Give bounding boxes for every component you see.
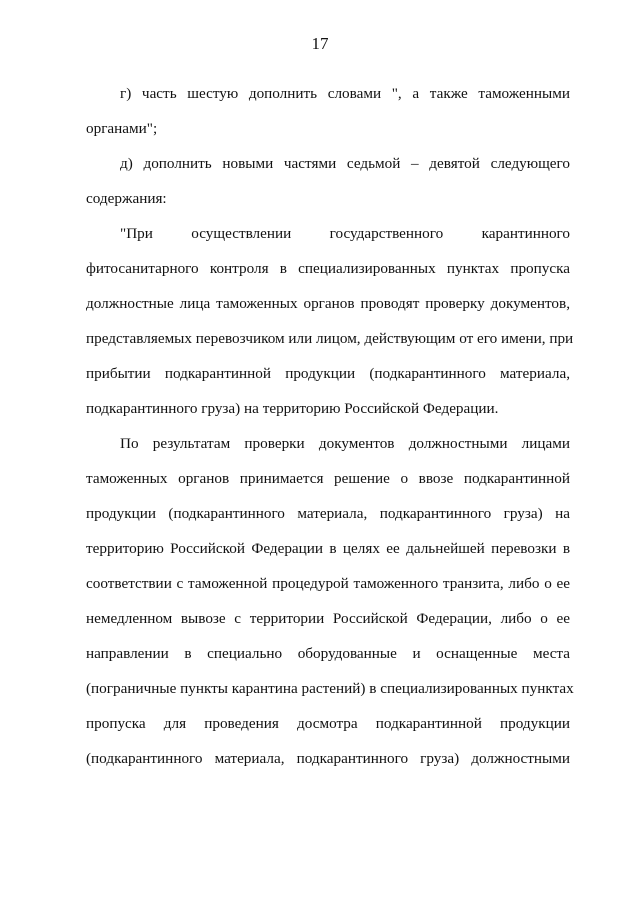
text-line: продукции (подкарантинного материала, подкарантинного груза) на [86,505,570,522]
document-body [86,76,574,776]
page-number: 17 [311,34,329,53]
text-line: д) дополнить новыми частями седьмой – девятой следующего [120,155,570,172]
text-line: По результатам проверки документов должностными лицами [120,435,570,452]
text-line: фитосанитарного контроля в специализированных пунктах пропуска [86,260,570,277]
text-line: (подкарантинного материала, подкарантинного груза) должностными [86,750,570,767]
text-line: "При осуществлении государственного карантинного [120,225,570,242]
text-line: содержания: [86,190,167,207]
text-line: (пограничные пункты карантина растений) в специализированных пунктах [86,680,574,697]
text-line: направлении в специально оборудованные и оснащенные места [86,645,570,662]
text-line: прибытии подкарантинной продукции (подкарантинного материала, [86,365,570,382]
text-line: территорию Российской Федерации в целях ее дальнейшей перевозки в [86,540,570,557]
text-line: соответствии с таможенной процедурой таможенного транзита, либо о ее [86,575,570,592]
text-line: г) часть шестую дополнить словами ", а также таможенными [120,85,570,102]
text-line: таможенных органов принимается решение о ввозе подкарантинной [86,470,570,487]
text-line: подкарантинного груза) на территорию Российской Федерации. [86,400,499,417]
text-line: органами"; [86,120,158,137]
text-line: немедленном вывозе с территории Российской Федерации, либо о ее [86,610,570,627]
text-line: пропуска для проведения досмотра подкарантинной продукции [86,715,570,732]
text-line: должностные лица таможенных органов проводят проверку документов, [86,295,570,312]
text-line: представляемых перевозчиком или лицом, действующим от его имени, при [86,330,574,347]
